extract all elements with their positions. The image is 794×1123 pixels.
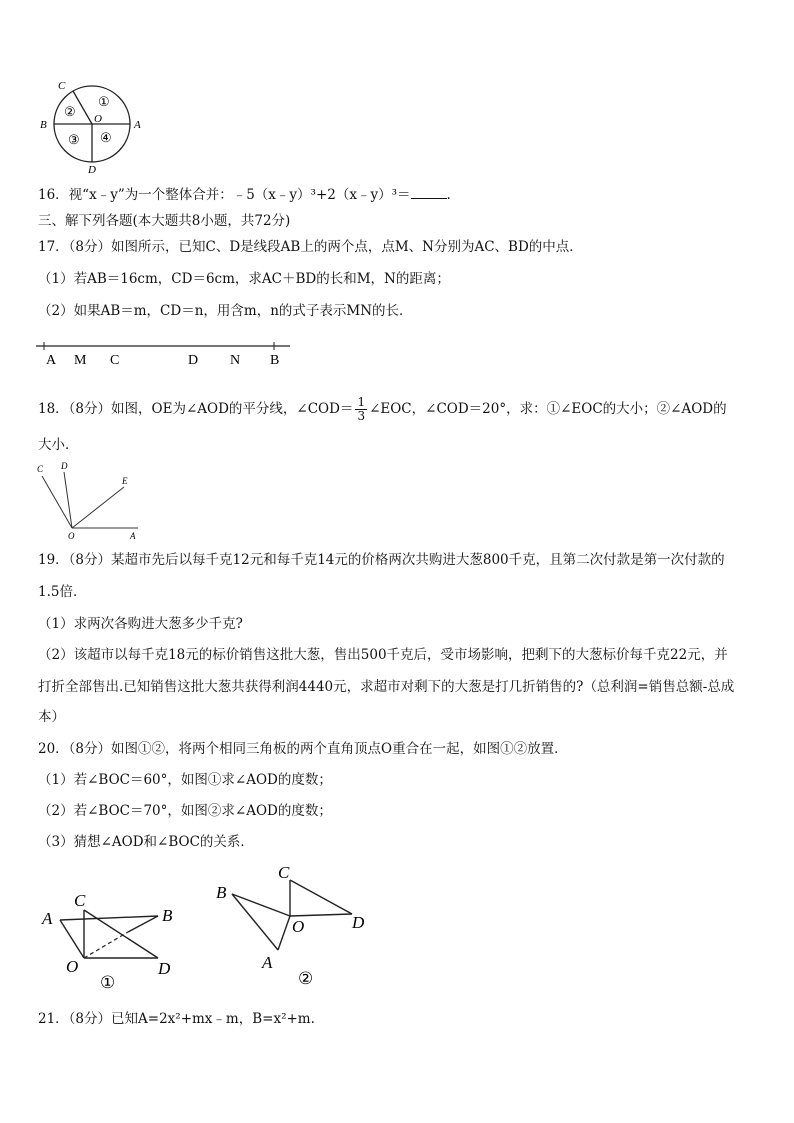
q15-circle-figure xyxy=(36,78,148,174)
q20-fig2-label-c: C xyxy=(278,863,290,882)
q16-text: 16．视“x﹣y”为一个整体合并：﹣5（x﹣y）³+2（x﹣y）³＝ xyxy=(38,187,411,203)
q20-fig1-label-a: A xyxy=(42,909,53,928)
q17-part2: （2）如果AB＝m，CD＝n，用含m，n的式子表示MN的长． xyxy=(38,303,413,319)
q17-segment-figure xyxy=(36,340,296,374)
q17-label-a: A xyxy=(46,353,57,368)
q15-label-b: B xyxy=(40,119,47,131)
q17-part1: （1）若AB＝16cm，CD＝6cm，求AC＋BD的长和M，N的距离； xyxy=(38,271,450,287)
q15-label-c: C xyxy=(58,80,66,92)
section3-title: 三、解下列各题(本大题共8小题，共72分) xyxy=(38,213,291,229)
q19-part1: （1）求两次各购进大葱多少千克? xyxy=(38,616,243,632)
q19-part2-b: 打折全部售出.已知销售这批大葱共获得利润4440元，求超市对剩下的大葱是打几折销售的?（总利润=销售总额-总成 xyxy=(38,679,735,695)
q20-part3: （3）猜想∠AOD和∠BOC的关系． xyxy=(38,834,254,850)
q17-label-d: D xyxy=(188,353,199,368)
q21-stem: 21．（8分）已知A=2x²+mx﹣m，B=x²+m. xyxy=(38,1011,315,1027)
q20-fig1-label-o: O xyxy=(66,957,79,976)
q15-label-d: D xyxy=(88,164,96,174)
q20-fig2-label-a: A xyxy=(262,953,273,972)
q20-fig2-number: ② xyxy=(298,969,314,988)
q18-line xyxy=(38,396,727,423)
q20-fig2-label-o: O xyxy=(292,917,305,936)
q16-answer-blank[interactable] xyxy=(411,186,447,199)
q17-label-m: M xyxy=(74,353,87,368)
q19-stem-b: 1.5倍． xyxy=(38,584,87,600)
q20-fig1-label-d: D xyxy=(158,959,171,978)
q18-label-d: D xyxy=(61,461,68,471)
q18-label-o: O xyxy=(68,531,75,540)
q20-fig2-label-d: D xyxy=(352,913,365,932)
q20-fig1-number: ① xyxy=(100,973,116,990)
q20-part1: （1）若∠BOC＝60°，如图①求∠AOD的度数； xyxy=(38,772,332,788)
q20-figure-1 xyxy=(38,888,188,990)
q18-label-a: A xyxy=(130,531,136,540)
q20-figure-2 xyxy=(212,862,377,990)
q18-frac-den: 3 xyxy=(357,409,366,423)
q19-part2-a: （2）该超市以每千克18元的标价销售这批大葱，售出500千克后，受市场影响，把剩下的大葱标价每千克22元，并 xyxy=(38,647,728,663)
q19-part2-c: 本） xyxy=(38,709,65,725)
q15-label-o: O xyxy=(94,113,102,125)
q18-stem-c: 大小． xyxy=(38,437,79,453)
q18-fraction xyxy=(355,396,367,423)
q15-region-3: ③ xyxy=(68,132,80,147)
q17-label-b: B xyxy=(270,353,280,368)
q17-label-c: C xyxy=(110,353,120,368)
q18-frac-num: 1 xyxy=(357,395,366,409)
q15-region-1: ① xyxy=(98,94,110,109)
q15-region-4: ④ xyxy=(100,130,112,145)
q19-stem-a: 19．（8分）某超市先后以每千克12元和每千克14元的价格两次共购进大葱800千克，且第二次付款是第一次付款的 xyxy=(38,552,725,568)
q18-angle-figure xyxy=(34,460,144,540)
q16-end: . xyxy=(446,187,451,203)
q17-label-n: N xyxy=(230,353,241,368)
q20-stem: 20．（8分）如图①②，将两个相同三角板的两个直角顶点O重合在一起，如图①②放置． xyxy=(38,741,568,757)
q15-label-a: A xyxy=(134,119,141,131)
q20-part2: （2）若∠BOC＝70°，如图②求∠AOD的度数； xyxy=(38,803,332,819)
q20-fig1-label-c: C xyxy=(74,891,86,910)
q16-line xyxy=(38,186,451,204)
q18-label-e: E xyxy=(122,476,128,486)
q18-stem-b: ∠EOC，∠COD＝20°，求：①∠EOC的大小；②∠AOD的 xyxy=(369,401,727,417)
q20-fig2-label-b: B xyxy=(216,883,227,902)
q20-fig1-label-b: B xyxy=(162,906,173,925)
q18-label-c: C xyxy=(37,464,44,474)
q15-region-2: ② xyxy=(64,104,76,119)
q18-stem-a: 18．（8分）如图，OE为∠AOD的平分线，∠COD＝ xyxy=(38,401,354,417)
q17-stem: 17．（8分）如图所示，已知C、D是线段AB上的两个点，点M、N分别为AC、BD的中点． xyxy=(38,239,583,255)
